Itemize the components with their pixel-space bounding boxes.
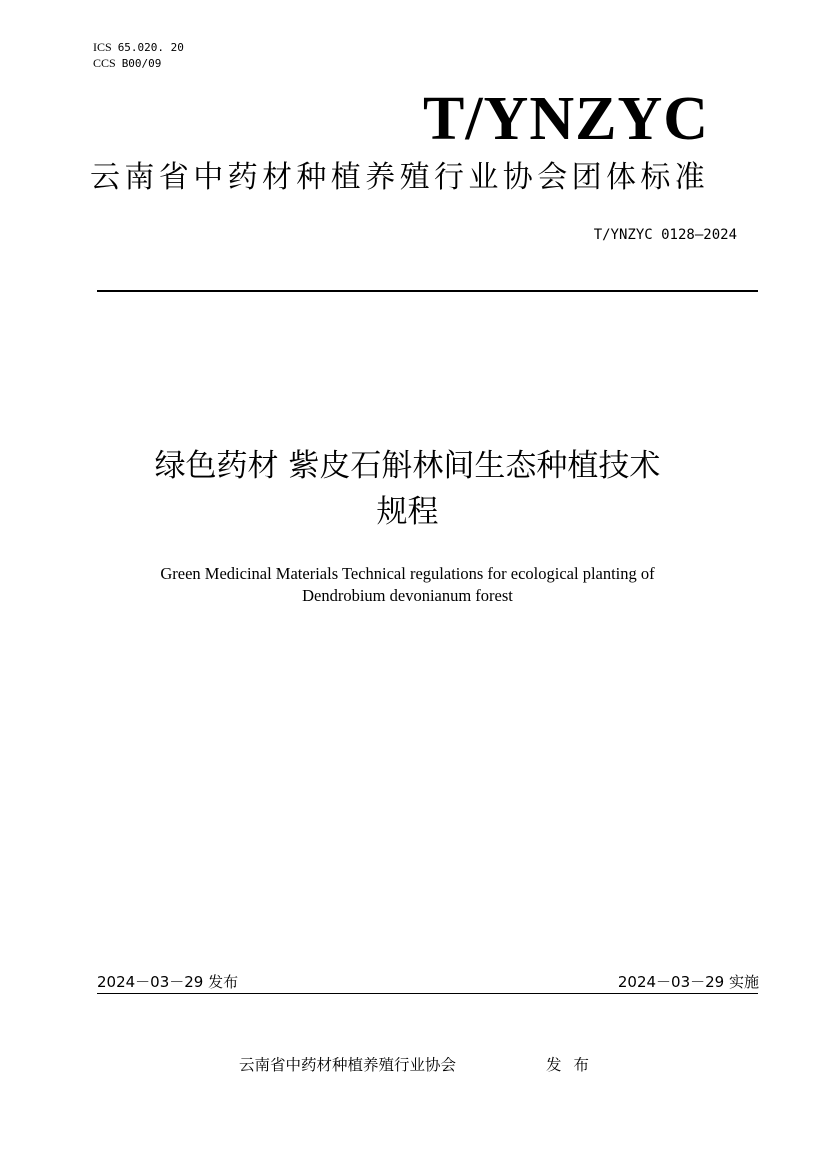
document-title-en-line2: Dendrobium devonianum forest bbox=[302, 586, 513, 605]
implement-date: 2024－03－29 实施 bbox=[617, 973, 759, 991]
document-title-zh-line1: 绿色药材 紫皮石斛林间生态种植技术 bbox=[154, 448, 661, 484]
ics-line bbox=[93, 40, 184, 55]
publish-date: 2024－03－29 发布 bbox=[97, 973, 239, 991]
ccs-label: CCS bbox=[93, 56, 116, 70]
top-divider bbox=[97, 290, 758, 292]
document-title-en-line1: Green Medicinal Materials Technical regulations for ecological planting of bbox=[160, 564, 655, 583]
organization-standard-title: 云南省中药材种植养殖行业协会团体标准 bbox=[90, 160, 710, 195]
standard-brand: T/YNZYC bbox=[422, 85, 709, 153]
issuing-organization: 云南省中药材种植养殖行业协会 bbox=[239, 1056, 457, 1074]
ics-code: 65.020. 20 bbox=[117, 41, 184, 54]
standard-number: T/YNZYC 0128—2024 bbox=[593, 227, 737, 243]
issue-word: 发布 bbox=[546, 1056, 602, 1074]
bottom-divider bbox=[97, 993, 758, 994]
ccs-code: B00/09 bbox=[121, 57, 162, 70]
document-title-zh-line2: 规程 bbox=[376, 494, 439, 530]
ics-label: ICS bbox=[93, 40, 112, 54]
ccs-line bbox=[93, 56, 161, 71]
